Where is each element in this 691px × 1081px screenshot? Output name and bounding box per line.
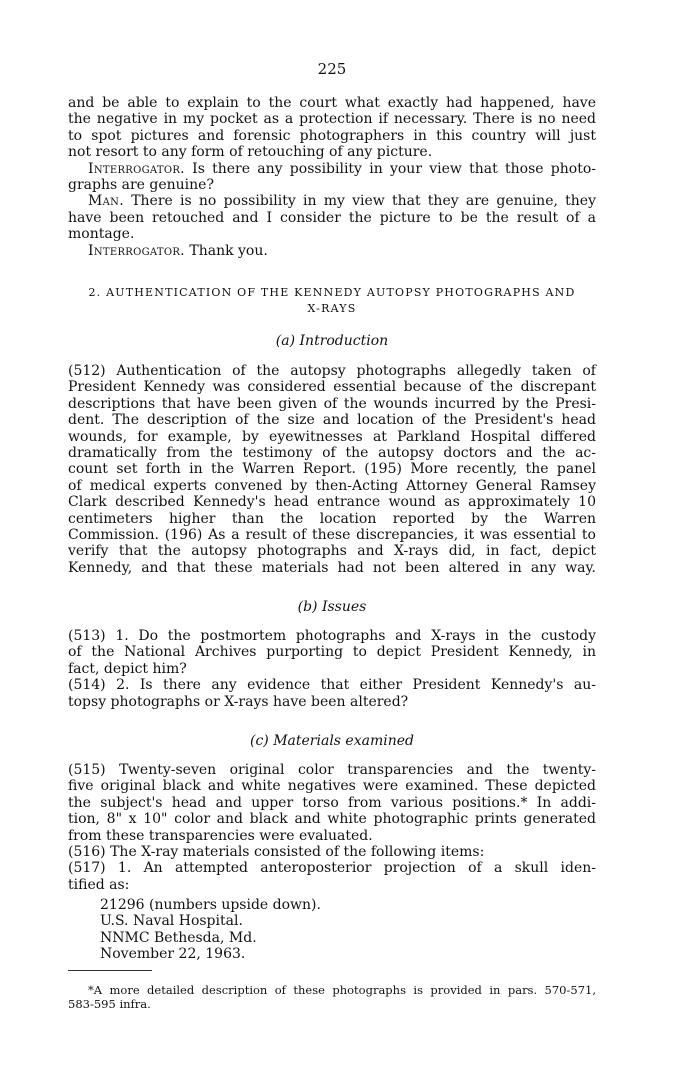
text-line: have been retouched and I consider the picture to be the result of a bbox=[68, 209, 596, 226]
page-number: 225 bbox=[317, 60, 347, 78]
paragraph-514: (514) 2. Is there any evidence that either President Kennedy's au- topsy photographs or X-rays have been altered? bbox=[68, 677, 596, 710]
text-line: and be able to explain to the court what exactly had happened, have bbox=[68, 95, 596, 111]
subheading-materials-examined: (c) Materials examined bbox=[250, 733, 414, 749]
paragraph-517: (517) 1. An attempted anteroposterior projection of a skull iden- tified as: bbox=[68, 860, 596, 893]
answer-line: Man. There is no possibility in my view that they are genuine, they bbox=[88, 193, 596, 210]
text-line: not resort to any form of retouching of any picture. bbox=[68, 144, 433, 161]
speaker-label: Interrogator. bbox=[88, 242, 185, 259]
text-line: to spot pictures and forensic photographers in this country will just bbox=[68, 127, 596, 144]
interview-exchange bbox=[68, 161, 596, 259]
text-line: the negative in my pocket as a protection if necessary. There is no need bbox=[68, 111, 596, 128]
section-heading: 2. AUTHENTICATION OF THE KENNEDY AUTOPSY PHOTOGRAPHS AND X-RAYS bbox=[88, 286, 576, 315]
question-line: Interrogator. Thank you. bbox=[88, 242, 268, 259]
text-line: graphs are genuine? bbox=[68, 176, 214, 193]
footnote: *A more detailed description of these photographs is provided in pars. 570-571, 583-595 infra. bbox=[68, 983, 596, 1011]
paragraph-513: (513) 1. Do the postmortem photographs and X-rays in the custody of the National Archives purporting to depict President Kennedy, in fact, depict him? bbox=[68, 628, 596, 677]
paragraph-516: (516) The X-ray materials consisted of the following items: bbox=[68, 844, 485, 860]
question-line: Interrogator. Is there any possibility in your view that those photo- bbox=[88, 160, 596, 177]
subheading-issues: (b) Issues bbox=[297, 599, 367, 615]
footnote-divider bbox=[68, 970, 152, 971]
speaker-label: Man. bbox=[88, 193, 124, 210]
paragraph-515: (515) Twenty-seven original color transparencies and the twenty- five original black and white negatives were examined. These depicted the subject's head and upper torso from various positions.* In addi- tion, 8" x 10" color and black and white photographic prints generated from these transparencies were evaluated. bbox=[68, 762, 596, 844]
intro-paragraph bbox=[68, 95, 596, 161]
paragraph-512: (512) Authentication of the autopsy photographs allegedly taken of President Kennedy was considered essential because of the discrepant descriptions that have been given of the wounds incurred by the Presi- dent. The description of the size and location of the President's head wounds, for example, by eyewitnesses at Parkland Hospital differed dramatically from the testimony of the autopsy doctors and the ac- count set forth in the Warren Report. (195) More recently, the panel of medical experts convened by then-Acting Attorney General Ramsey Clark described Kennedy's head entrance wound as approximately 10 centimeters higher than the location reported by the Warren Commission. (196) As a result of these discrepancies, it was essential to verify that the autopsy photographs and X-rays did, in fact, depict Kennedy, and that these materials had not been altered in any way. bbox=[68, 363, 596, 576]
xray-label-lines: 21296 (numbers upside down). U.S. Naval Hospital. NNMC Bethesda, Md. November 22, 1963. bbox=[100, 897, 321, 963]
subheading-introduction: (a) Introduction bbox=[275, 333, 389, 349]
speaker-label: Interrogator. bbox=[88, 160, 185, 177]
text-line: montage. bbox=[68, 226, 135, 243]
